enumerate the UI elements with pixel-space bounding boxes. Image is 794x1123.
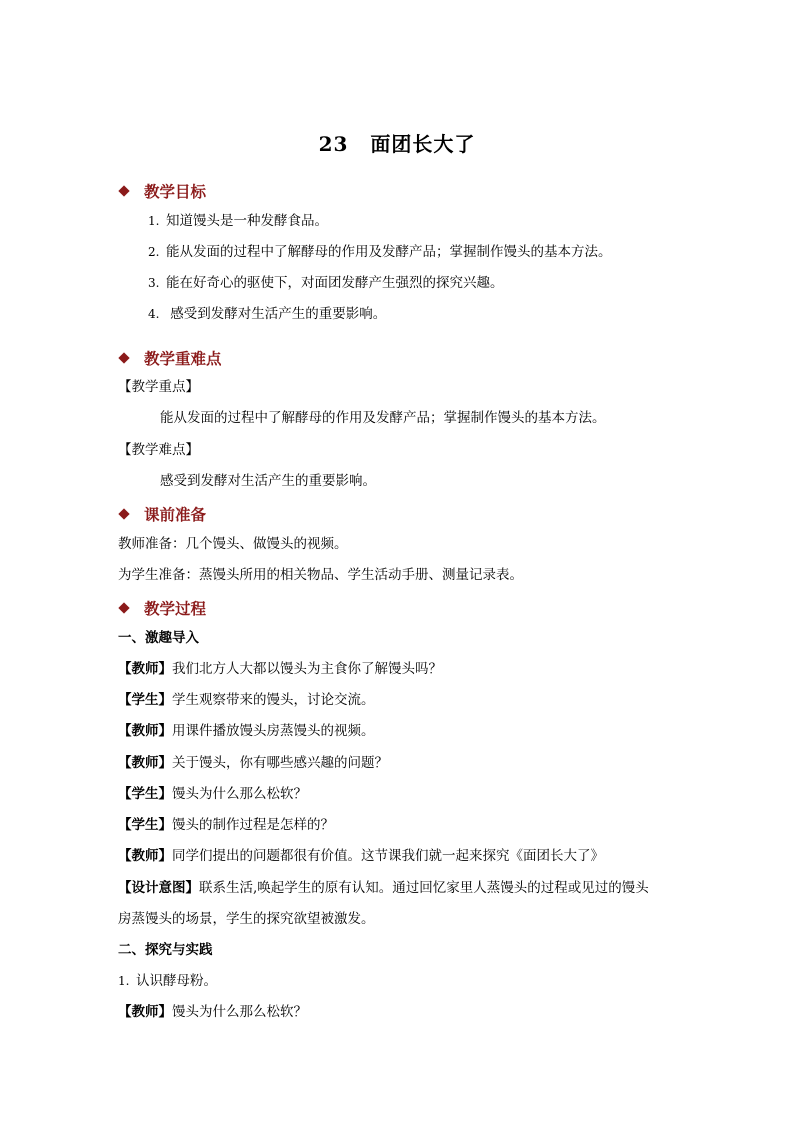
speaker-role: 【学生】: [118, 692, 172, 708]
speaker-role: 【学生】: [118, 786, 172, 802]
lesson-number: 23: [318, 132, 349, 156]
dialogue-line: 【教师】用课件播放馒头房蒸馒头的视频。: [118, 723, 375, 739]
focus-text: 能从发面的过程中了解酵母的作用及发酵产品；掌握制作馒头的基本方法。: [160, 410, 606, 426]
speaker-role: 【学生】: [118, 817, 172, 833]
speaker-role: 【教师】: [118, 661, 172, 677]
lesson-title: 面团长大了: [370, 132, 476, 156]
speaker-role: 【教师】: [118, 723, 172, 739]
dialogue-line: 【学生】馒头的制作过程是怎样的？: [118, 817, 334, 833]
step-item: 1. 认识酵母粉。: [118, 973, 217, 989]
design-intent: 【设计意图】联系生活,唤起学生的原有认知。通过回忆家里人蒸馒头的过程或见过的馒头: [118, 880, 649, 896]
student-prep: 为学生准备：蒸馒头所用的相关物品、学生活动手册、测量记录表。: [118, 567, 523, 583]
diamond-bullet-icon: [118, 508, 129, 519]
part2-title: 二、探究与实践: [118, 942, 213, 958]
focus-label: 【教学重点】: [118, 379, 199, 395]
diamond-bullet-icon: [118, 352, 129, 363]
dialogue-line: 【教师】关于馒头，你有哪些感兴趣的问题？: [118, 755, 388, 771]
design-intent-label: 【设计意图】: [118, 880, 199, 896]
goal-item: 3. 能在好奇心的驱使下，对面团发酵产生强烈的探究兴趣。: [148, 275, 504, 291]
speaker-role: 【教师】: [118, 1004, 172, 1020]
goal-item: 2. 能从发面的过程中了解酵母的作用及发酵产品；掌握制作馒头的基本方法。: [148, 244, 612, 260]
teacher-prep: 教师准备：几个馒头、做馒头的视频。: [118, 536, 348, 552]
dialogue-line: 【教师】馒头为什么那么松软？: [118, 1004, 307, 1020]
diamond-bullet-icon: [118, 185, 129, 196]
section-heading-key-points: 教学重难点: [120, 347, 222, 369]
section-heading-process: 教学过程: [120, 597, 206, 619]
goal-item: 4. 感受到发酵对生活产生的重要影响。: [148, 306, 387, 322]
difficulty-text: 感受到发酵对生活产生的重要影响。: [160, 473, 376, 489]
dialogue-line: 【学生】馒头为什么那么松软？: [118, 786, 307, 802]
goal-item: 1. 知道馒头是一种发酵食品。: [148, 213, 328, 229]
dialogue-line: 【教师】我们北方人大都以馒头为主食你了解馒头吗？: [118, 661, 442, 677]
page-title: [0, 128, 794, 157]
design-intent-continued: 房蒸馒头的场景，学生的探究欲望被激发。: [118, 911, 375, 927]
part1-title: 一、激趣导入: [118, 630, 199, 646]
dialogue-line: 【学生】学生观察带来的馒头，讨论交流。: [118, 692, 375, 708]
difficulty-label: 【教学难点】: [118, 442, 199, 458]
speaker-role: 【教师】: [118, 755, 172, 771]
section-heading-goals: 教学目标: [120, 180, 206, 202]
speaker-role: 【教师】: [118, 848, 172, 864]
diamond-bullet-icon: [118, 602, 129, 613]
dialogue-line: 【教师】同学们提出的问题都很有价值。这节课我们就一起来探究《面团长大了》: [118, 848, 604, 864]
section-heading-prep: 课前准备: [120, 503, 206, 525]
